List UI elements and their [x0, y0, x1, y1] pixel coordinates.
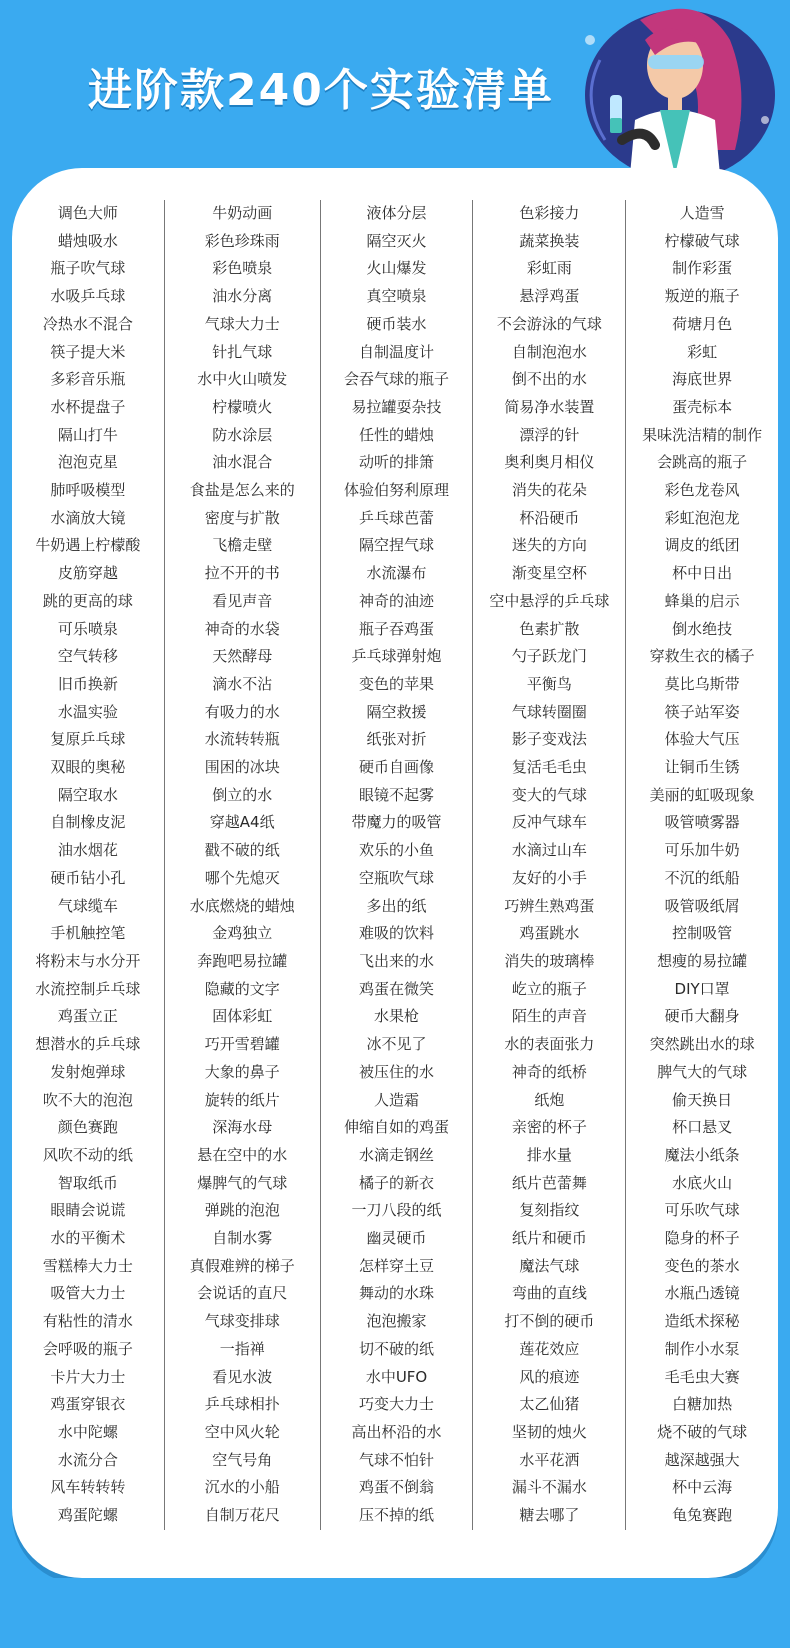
list-item: 人造雪 — [679, 204, 725, 222]
list-item: 自制水雾 — [212, 1229, 273, 1248]
list-item: 海底世界 — [672, 370, 733, 389]
list-item: 倒立的水 — [212, 785, 273, 804]
scientist-woman-icon — [560, 0, 790, 175]
list-item: 密度与扩散 — [204, 508, 280, 527]
list-item: 硬币装水 — [366, 314, 427, 333]
list-item: 神奇的水袋 — [204, 619, 280, 638]
list-item: 调皮的纸团 — [664, 536, 740, 555]
list-item: 泡泡克星 — [57, 453, 118, 472]
list-item: 旧币换新 — [57, 674, 118, 693]
list-item: 复活毛毛虫 — [511, 758, 587, 777]
list-item: 烧不破的气球 — [657, 1422, 748, 1441]
list-item: 人造霜 — [374, 1090, 420, 1109]
list-item: 奔跑吧易拉罐 — [197, 951, 288, 970]
list-item: 针扎气球 — [212, 342, 273, 361]
list-item: 体验大气压 — [664, 730, 740, 749]
list-item: 风车转转转 — [50, 1478, 126, 1497]
list-item: DIY口罩 — [674, 979, 730, 998]
list-item: 筷子站军姿 — [664, 702, 740, 721]
list-item: 隐身的杯子 — [664, 1229, 740, 1248]
list-item: 智取纸币 — [57, 1173, 118, 1192]
list-item: 空气号角 — [212, 1450, 273, 1469]
list-item: 自制泡泡水 — [511, 342, 587, 361]
list-item: 大象的鼻子 — [204, 1062, 280, 1081]
list-item: 糖去哪了 — [519, 1506, 580, 1525]
list-item: 拉不开的书 — [204, 564, 280, 583]
list-item: 深海水母 — [212, 1118, 273, 1137]
list-item: 水中火山喷发 — [197, 370, 288, 389]
list-item: 舞动的水珠 — [359, 1284, 435, 1303]
list-item: 友好的小手 — [511, 868, 587, 887]
list-item: 悬浮鸡蛋 — [519, 287, 580, 306]
list-item: 巧辨生熟鸡蛋 — [504, 896, 595, 915]
list-item: 真假难辨的梯子 — [189, 1256, 295, 1275]
list-item: 鸡蛋陀螺 — [57, 1506, 118, 1525]
list-item: 柠檬破气球 — [664, 231, 740, 250]
list-item: 水流控制乒乓球 — [35, 979, 141, 998]
list-item: 风吹不动的纸 — [42, 1145, 133, 1164]
list-item: 发射炮弹球 — [50, 1062, 126, 1081]
list-item: 多出的纸 — [366, 896, 427, 915]
list-item: 水果枪 — [374, 1007, 420, 1026]
list-item: 不会游泳的气球 — [496, 314, 602, 333]
list-item: 气球变排球 — [204, 1312, 280, 1331]
list-item: 穿救生衣的橘子 — [649, 647, 755, 666]
list-item: 水瓶凸透镜 — [664, 1284, 740, 1303]
list-item: 吸管吸纸屑 — [664, 896, 740, 915]
list-item: 吸管喷雾器 — [664, 813, 740, 832]
list-item: 欢乐的小鱼 — [359, 841, 435, 860]
list-item: 戳不破的纸 — [204, 841, 280, 860]
list-item: 彩色喷泉 — [212, 259, 273, 278]
list-item: 彩色龙卷风 — [664, 481, 740, 500]
list-item: 可乐加牛奶 — [664, 841, 740, 860]
list-item: 巧变大力士 — [359, 1395, 435, 1414]
list-item: 彩虹泡泡龙 — [664, 508, 740, 527]
list-item: 手机触控笔 — [50, 924, 126, 943]
list-item: 渐变星空杯 — [511, 564, 587, 583]
list-item: 漂浮的针 — [519, 425, 580, 444]
list-item: 有粘性的清水 — [42, 1312, 133, 1331]
list-item: 影子变戏法 — [511, 730, 587, 749]
list-item: 简易净水装置 — [504, 397, 595, 416]
list-item: 坚韧的烛火 — [511, 1422, 587, 1441]
list-item: 杯沿硬币 — [519, 508, 580, 527]
list-item: 隔空救援 — [366, 702, 427, 721]
bottom-band — [0, 1578, 790, 1648]
list-item: 跳的更高的球 — [42, 591, 133, 610]
list-item: 彩虹雨 — [526, 259, 572, 278]
list-item: 油水分离 — [212, 287, 273, 306]
experiment-list — [12, 200, 778, 1530]
list-item: 空气转移 — [57, 647, 118, 666]
list-item: 隔山打牛 — [57, 425, 118, 444]
list-item: 神奇的油迹 — [359, 591, 435, 610]
list-item: 不沉的纸船 — [664, 868, 740, 887]
list-item: 水的表面张力 — [504, 1035, 595, 1054]
list-item: 排水量 — [526, 1145, 572, 1164]
list-item: 水温实验 — [57, 702, 118, 721]
column-1 — [12, 200, 165, 1530]
column-5 — [626, 200, 778, 1530]
list-item: 水中UFO — [365, 1367, 428, 1386]
list-item: 筷子提大米 — [50, 342, 126, 361]
list-item: 气球缆车 — [57, 896, 118, 915]
list-item: 旋转的纸片 — [204, 1090, 280, 1109]
list-item: 体验伯努利原理 — [344, 481, 450, 500]
list-item: 气球大力士 — [204, 314, 280, 333]
list-item: 牛奶遇上柠檬酸 — [35, 536, 141, 555]
list-item: 复刻指纹 — [519, 1201, 580, 1220]
list-item: 莫比乌斯带 — [664, 674, 740, 693]
list-item: 隔空灭火 — [366, 231, 427, 250]
list-item: 魔法小纸条 — [664, 1145, 740, 1164]
list-item: 龟兔赛跑 — [672, 1506, 733, 1525]
list-item: 自制橡皮泥 — [50, 813, 126, 832]
list-item: 眼睛会说谎 — [50, 1201, 126, 1220]
list-item: 神奇的纸桥 — [511, 1062, 587, 1081]
list-item: 液体分层 — [366, 204, 427, 222]
list-item: 水滴放大镜 — [50, 508, 126, 527]
list-item: 冷热水不混合 — [42, 314, 133, 333]
list-item: 色彩接力 — [519, 204, 580, 222]
list-item: 变色的苹果 — [359, 674, 435, 693]
list-item: 水流转转瓶 — [204, 730, 280, 749]
list-item: 莲花效应 — [519, 1339, 580, 1358]
list-item: 隐藏的文字 — [204, 979, 280, 998]
list-item: 陌生的声音 — [511, 1007, 587, 1026]
list-item: 柠檬喷火 — [212, 397, 273, 416]
list-item: 杯口悬叉 — [672, 1118, 733, 1137]
list-item: 瓶子吞鸡蛋 — [359, 619, 435, 638]
list-item: 防水涂层 — [212, 425, 273, 444]
list-item: 吹不大的泡泡 — [42, 1090, 133, 1109]
list-item: 易拉罐耍杂技 — [351, 397, 442, 416]
list-item: 水滴走钢丝 — [359, 1145, 435, 1164]
list-item: 奥利奥月相仪 — [504, 453, 595, 472]
list-item: 双眼的奥秘 — [50, 758, 126, 777]
list-item: 伸缩自如的鸡蛋 — [344, 1118, 450, 1137]
list-item: 鸡蛋在微笑 — [359, 979, 435, 998]
list-item: 乒乓球弹射炮 — [351, 647, 442, 666]
list-item: 乒乓球芭蕾 — [359, 508, 435, 527]
list-item: 牛奶动画 — [212, 204, 273, 222]
list-item: 有吸力的水 — [204, 702, 280, 721]
list-item: 眼镜不起雾 — [359, 785, 435, 804]
list-item: 鸡蛋跳水 — [519, 924, 580, 943]
list-item: 变大的气球 — [511, 785, 587, 804]
list-item: 脾气大的气球 — [657, 1062, 748, 1081]
list-item: 油水烟花 — [57, 841, 118, 860]
list-item: 肺呼吸模型 — [50, 481, 126, 500]
list-item: 蜡烛吸水 — [57, 231, 118, 250]
list-item: 食盐是怎么来的 — [189, 481, 295, 500]
list-item: 制作彩蛋 — [672, 259, 733, 278]
list-item: 硬币钻小孔 — [50, 868, 126, 887]
list-item: 固体彩虹 — [212, 1007, 273, 1026]
list-item: 被压住的水 — [359, 1062, 435, 1081]
list-item: 任性的蜡烛 — [359, 425, 435, 444]
list-item: 消失的玻璃棒 — [504, 951, 595, 970]
list-item: 幽灵硬币 — [366, 1229, 427, 1248]
list-item: 调色大师 — [57, 204, 118, 222]
list-item: 火山爆发 — [366, 259, 427, 278]
list-item: 气球转圈圈 — [511, 702, 587, 721]
list-item: 倒不出的水 — [511, 370, 587, 389]
list-item: 白糖加热 — [672, 1395, 733, 1414]
list-item: 带魔力的吸管 — [351, 813, 442, 832]
list-item: 雪糕棒大力士 — [42, 1256, 133, 1275]
list-item: 压不掉的纸 — [359, 1506, 435, 1525]
list-item: 高出杯沿的水 — [351, 1422, 442, 1441]
list-item: 水的平衡术 — [50, 1229, 126, 1248]
list-item: 叛逆的瓶子 — [664, 287, 740, 306]
list-item: 平衡鸟 — [526, 674, 572, 693]
list-item: 变色的茶水 — [664, 1256, 740, 1275]
list-item: 鸡蛋立正 — [57, 1007, 118, 1026]
list-item: 美丽的虹吸现象 — [649, 785, 755, 804]
list-item: 水吸乒乓球 — [50, 287, 126, 306]
list-item: 水平花洒 — [519, 1450, 580, 1469]
list-item: 杯中云海 — [672, 1478, 733, 1497]
list-item: 想潜水的乒乓球 — [35, 1035, 141, 1054]
list-item: 穿越A4纸 — [209, 813, 275, 832]
list-item: 荷塘月色 — [672, 314, 733, 333]
list-item: 看见水波 — [212, 1367, 273, 1386]
list-item: 金鸡独立 — [212, 924, 273, 943]
list-item: 会跳高的瓶子 — [657, 453, 748, 472]
list-item: 蛋壳标本 — [672, 397, 733, 416]
list-item: 皮筋穿越 — [57, 564, 118, 583]
list-item: 自制温度计 — [359, 342, 435, 361]
list-item: 吸管大力士 — [50, 1284, 126, 1303]
list-item: 纸片和硬币 — [511, 1229, 587, 1248]
list-item: 让铜币生锈 — [664, 758, 740, 777]
list-item: 色素扩散 — [519, 619, 580, 638]
list-item: 亲密的杯子 — [511, 1118, 587, 1137]
list-item: 水中陀螺 — [57, 1422, 118, 1441]
list-item: 多彩音乐瓶 — [50, 370, 126, 389]
list-item: 会说话的直尺 — [197, 1284, 288, 1303]
list-item: 迷失的方向 — [511, 536, 587, 555]
list-item: 一指禅 — [219, 1339, 265, 1358]
list-item: 哪个先熄灭 — [204, 868, 280, 887]
column-3 — [321, 200, 474, 1530]
list-item: 气球不怕针 — [359, 1450, 435, 1469]
list-item: 太乙仙猪 — [519, 1395, 580, 1414]
list-item: 沉水的小船 — [204, 1478, 280, 1497]
list-item: 一刀八段的纸 — [351, 1201, 442, 1220]
list-item: 会吞气球的瓶子 — [344, 370, 450, 389]
list-item: 会呼吸的瓶子 — [42, 1339, 133, 1358]
list-item: 天然酵母 — [212, 647, 273, 666]
list-item: 偷天换日 — [672, 1090, 733, 1109]
list-item: 弯曲的直线 — [511, 1284, 587, 1303]
list-item: 制作小水泵 — [664, 1339, 740, 1358]
list-item: 难吸的饮料 — [359, 924, 435, 943]
list-item: 围困的冰块 — [204, 758, 280, 777]
list-item: 乒乓球相扑 — [204, 1395, 280, 1414]
list-item: 倒水绝技 — [672, 619, 733, 638]
list-item: 果味洗洁精的制作 — [642, 425, 763, 444]
page-title: 进阶款240个实验清单 — [88, 65, 554, 116]
list-item: 自制万花尺 — [204, 1506, 280, 1525]
list-item: 消失的花朵 — [511, 481, 587, 500]
list-item: 纸炮 — [534, 1090, 565, 1109]
list-item: 魔法气球 — [519, 1256, 580, 1275]
list-item: 水底火山 — [672, 1173, 733, 1192]
list-item: 水流瀑布 — [366, 564, 427, 583]
list-item: 油水混合 — [212, 453, 273, 472]
list-item: 复原乒乓球 — [50, 730, 126, 749]
list-item: 可乐吹气球 — [664, 1201, 740, 1220]
list-item: 彩虹 — [687, 342, 718, 361]
list-item: 切不破的纸 — [359, 1339, 435, 1358]
list-item: 巧开雪碧罐 — [204, 1035, 280, 1054]
list-item: 瓶子吹气球 — [50, 259, 126, 278]
list-item: 隔空捏气球 — [359, 536, 435, 555]
list-item: 鸡蛋穿银衣 — [50, 1395, 126, 1414]
list-item: 蜂巢的启示 — [664, 591, 740, 610]
list-item: 漏斗不漏水 — [511, 1478, 587, 1497]
list-item: 看见声音 — [212, 591, 273, 610]
list-item: 泡泡搬家 — [366, 1312, 427, 1331]
list-item: 滴水不沾 — [212, 674, 273, 693]
list-item: 水底燃烧的蜡烛 — [189, 896, 295, 915]
list-item: 悬在空中的水 — [197, 1145, 288, 1164]
list-item: 空瓶吹气球 — [359, 868, 435, 887]
list-item: 水滴过山车 — [511, 841, 587, 860]
list-item: 纸片芭蕾舞 — [511, 1173, 587, 1192]
list-item: 飞出来的水 — [359, 951, 435, 970]
column-2 — [165, 200, 321, 1530]
list-item: 爆脾气的气球 — [197, 1173, 288, 1192]
list-item: 屹立的瓶子 — [511, 979, 587, 998]
list-item: 卡片大力士 — [50, 1367, 126, 1386]
list-item: 颜色赛跑 — [57, 1118, 118, 1137]
list-item: 弹跳的泡泡 — [204, 1201, 280, 1220]
list-item: 蔬菜换装 — [519, 231, 580, 250]
list-item: 动听的排箫 — [359, 453, 435, 472]
list-item: 彩色珍珠雨 — [204, 231, 280, 250]
list-item: 反冲气球车 — [511, 813, 587, 832]
list-item: 控制吸管 — [672, 924, 733, 943]
list-item: 想瘦的易拉罐 — [657, 951, 748, 970]
list-item: 越深越强大 — [664, 1450, 740, 1469]
list-item: 硬币大翻身 — [664, 1007, 740, 1026]
list-item: 橘子的新衣 — [359, 1173, 435, 1192]
list-item: 毛毛虫大赛 — [664, 1367, 740, 1386]
list-item: 打不倒的硬币 — [504, 1312, 595, 1331]
list-item: 纸张对折 — [366, 730, 427, 749]
list-item: 鸡蛋不倒翁 — [359, 1478, 435, 1497]
list-item: 造纸术探秘 — [664, 1312, 740, 1331]
list-item: 空中风火轮 — [204, 1422, 280, 1441]
list-item: 冰不见了 — [366, 1035, 427, 1054]
list-item: 勺子跃龙门 — [511, 647, 587, 666]
list-item: 可乐喷泉 — [57, 619, 118, 638]
list-item: 杯中日出 — [672, 564, 733, 583]
list-item: 怎样穿土豆 — [359, 1256, 435, 1275]
list-item: 真空喷泉 — [366, 287, 427, 306]
list-item: 风的痕迹 — [519, 1367, 580, 1386]
list-item: 水流分合 — [57, 1450, 118, 1469]
list-item: 将粉末与水分开 — [35, 951, 141, 970]
list-item: 空中悬浮的乒乓球 — [489, 591, 610, 610]
list-item: 飞檐走壁 — [212, 536, 273, 555]
list-item: 突然跳出水的球 — [649, 1035, 755, 1054]
list-item: 隔空取水 — [57, 785, 118, 804]
list-item: 水杯提盘子 — [50, 397, 126, 416]
column-4 — [473, 200, 626, 1530]
list-item: 硬币自画像 — [359, 758, 435, 777]
